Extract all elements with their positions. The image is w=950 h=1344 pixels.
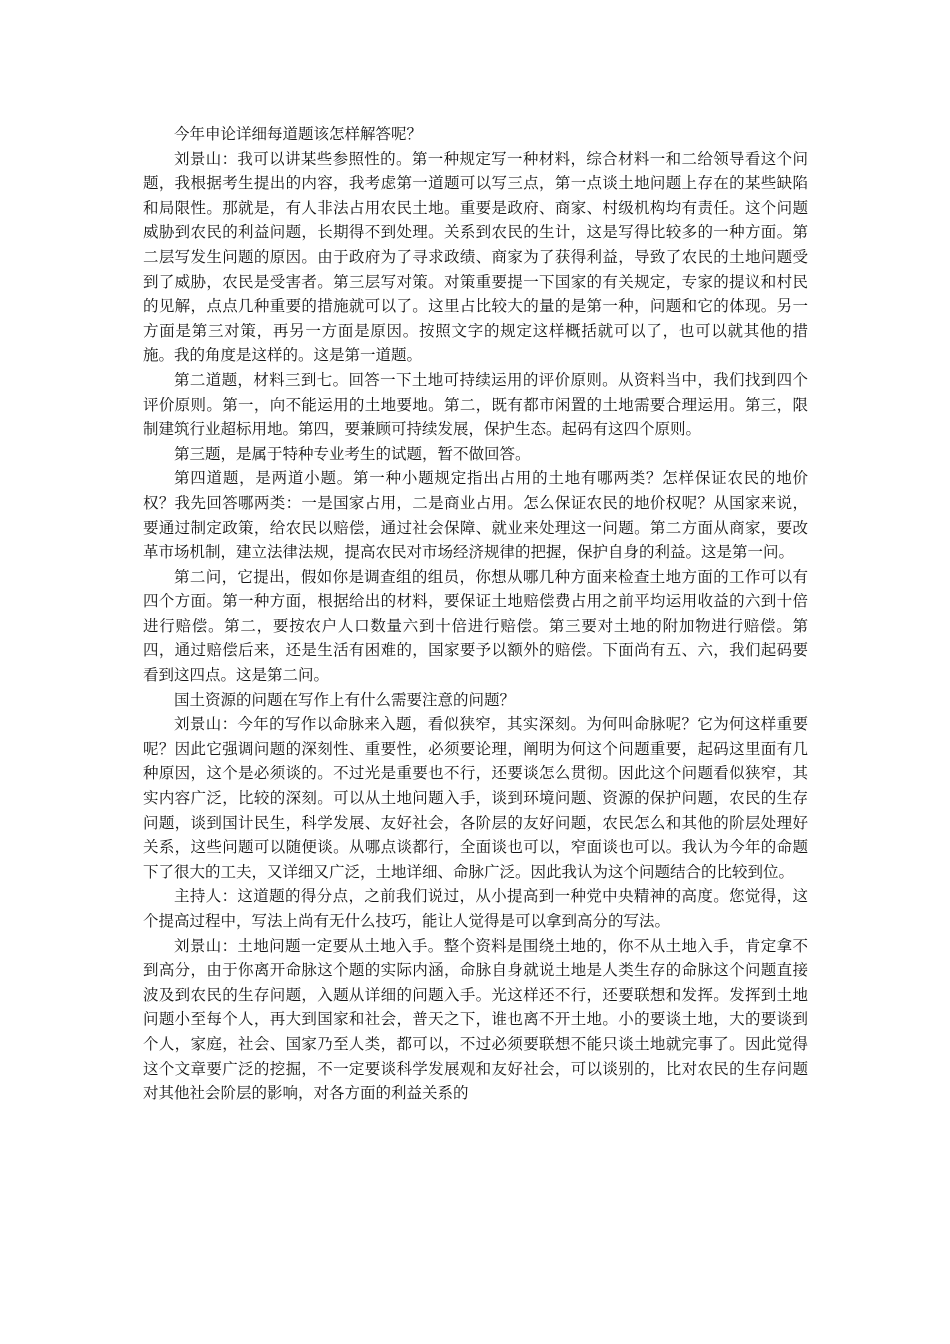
paragraph-answer-third-question: 第三题，是属于特种专业考生的试题，暂不做回答。 [174,444,531,463]
paragraph-answer-fourth-question-part-2: 第二问，它提出，假如你是调查组的组员，你想从哪几种方面来检查土地方面的工作可以有四个方面。第一种方面，根据给出的材料，要保证土地赔偿费占用之前平均运用收益的六到十倍进行赔偿。第二，要按农户人口数量六到十倍进行赔偿。第三要对土地的附加物进行赔偿。第四，通过赔偿后来，还是生活有困难的，国家要予以额外的赔偿。下面尚有五、六，我们起码要看到这四点。这是第二问。 [143,567,808,685]
document-page [143,122,808,1106]
paragraph-question-1: 今年申论详细每道题该怎样解答呢？ [174,125,423,143]
paragraph-host-question: 主持人：这道题的得分点，之前我们说过，从小提高到一种党中央精神的高度。您觉得，这个提高过程中，写法上尚有无什么技巧，能让人觉得是可以拿到高分的写法。 [143,887,808,930]
paragraph-answer-scoring: 刘景山：土地问题一定要从土地入手。整个资料是围绕土地的，你不从土地入手，肯定拿不到高分，由于你离开命脉这个题的实际内涵，命脉自身就说土地是人类生存的命脉这个问题直接波及到农民的生存问题，入题从详细的问题入手。光这样还不行，还要联想和发挥。发挥到土地问题小至每个人，再大到国家和社会，普天之下，谁也离不开土地。小的要谈土地，大的要谈到个人，家庭，社会、国家乃至人类，都可以，不过必须要联想不能只谈土地就完事了。因此觉得这个文章要广泛的挖掘，不一定要谈科学发展观和友好社会，可以谈别的，比对农民的生存问题对其他社会阶层的影响，对各方面的利益关系的 [143,936,808,1103]
paragraph-answer-writing: 刘景山：今年的写作以命脉来入题，看似狭窄，其实深刻。为何叫命脉呢？它为何这样重要呢？因此它强调问题的深刻性、重要性，必须要论理，阐明为何这个问题重要，起码这里面有几种原因，这个是必须谈的。不过光是重要也不行，还要谈怎么贯彻。因此这个问题看似狭窄，其实内容广泛，比较的深刻。可以从土地问题入手，谈到环境问题、资源的保护问题，农民的生存问题，谈到国计民生，科学发展、友好社会，各阶层的友好问题，农民怎么和其他的阶层处理好关系，这些问题可以随便谈。从哪点谈都行，全面谈也可以，窄面谈也可以。我认为今年的命题下了很大的工夫，又详细又广泛，土地详细、命脉广泛。因此我认为这个问题结合的比较到位。 [143,715,808,881]
paragraph-answer-fourth-question-part-1: 第四道题，是两道小题。第一种小题规定指出占用的土地有哪两类？怎样保证农民的地价权？我先回答哪两类：一是国家占用，二是商业占用。怎么保证农民的地价权呢？从国家来说，要通过制定政策，给农民以赔偿，通过社会保障、就业来处理这一问题。第二方面从商家，要改革市场机制，建立法律法规，提高农民对市场经济规律的把握，保护自身的利益。这是第一问。 [143,469,808,562]
paragraph-answer-second-question: 第二道题，材料三到七。回答一下土地可持续运用的评价原则。从资料当中，我们找到四个评价原则。第一，向不能运用的土地要地。第二，既有都市闲置的土地需要合理运用。第三，限制建筑行业超标用地。第四，要兼顾可持续发展，保护生态。起码有这四个原则。 [143,370,808,439]
paragraph-answer-first-question: 刘景山：我可以讲某些参照性的。第一种规定写一种材料，综合材料一和二给领导看这个问题，我根据考生提出的内容，我考虑第一道题可以写三点，第一点谈土地问题上存在的某些缺陷和局限性。那就是，有人非法占用农民土地。重要是政府、商家、村级机构均有责任。这个问题威胁到农民的利益问题，长期得不到处理。关系到农民的生计，这是写得比较多的一种方面。第二层写发生问题的原因。由于政府为了寻求政绩、商家为了获得利益，导致了农民的土地问题受到了威胁，农民是受害者。第三层写对策。对策重要提一下国家的有关规定，专家的提议和村民的见解，点点几种重要的措施就可以了。这里占比较大的量的是第一种，问题和它的体现。另一方面是第三对策，再另一方面是原因。按照文字的规定这样概括就可以了，也可以就其他的措施。我的角度是这样的。这是第一道题。 [143,149,808,365]
paragraph-question-2: 国土资源的问题在写作上有什么需要注意的问题？ [174,690,516,709]
